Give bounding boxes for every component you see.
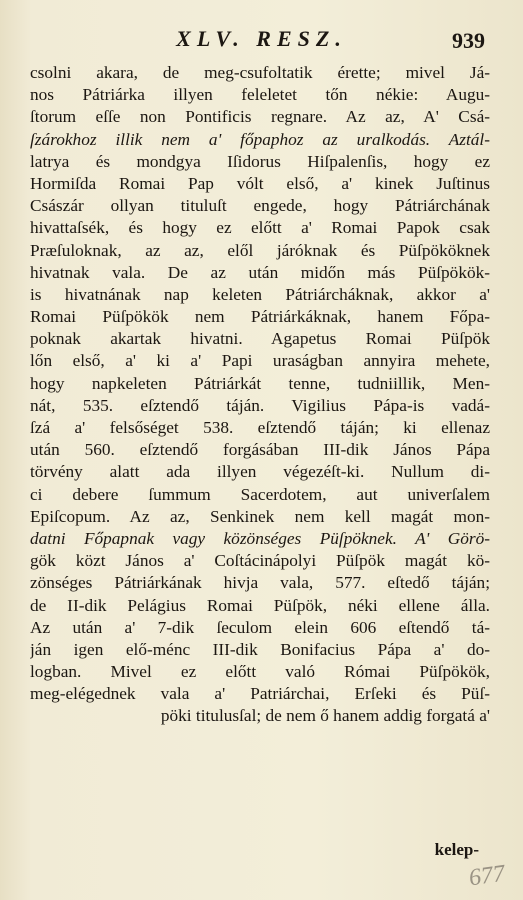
text-line: logban. Mivel ez előtt való Római Püſpökök, bbox=[30, 662, 490, 682]
text-line: ſzá a' felsőséget 538. eſztendő táján; ki ellenaz bbox=[30, 418, 490, 437]
text-line: datni Főpapnak vagy közönséges Püſpöknek. A' Görö- bbox=[30, 528, 490, 548]
text-line: de II-dik Pelágius Romai Püſpök, néki ellene álla. bbox=[30, 595, 490, 615]
text-line: zönséges Pátriárkának hivja vala, 577. eſtedő táján; bbox=[30, 573, 490, 593]
page-header bbox=[0, 26, 523, 56]
text-line: ján igen elő-ménc III-dik Bonifacius Pápa a' do- bbox=[30, 639, 490, 659]
catchword: kelep- bbox=[434, 840, 479, 859]
text-line: Præſuloknak, az az, elől járóknak és Püſpököknek bbox=[30, 240, 490, 260]
text-line: poknak akartak hivatni. Agapetus Romai Püſpök bbox=[30, 329, 490, 349]
text-line: nát, 535. eſztendő táján. Vigilius Pápa-is vadá- bbox=[30, 395, 490, 415]
text-line: csolni akara, de meg-csufoltatik érette; mivel Já- bbox=[30, 63, 490, 82]
text-line: lőn első, a' ki a' Papi uraságban annyira mehete, bbox=[30, 351, 490, 371]
text-line: meg-elégednek vala a' Patriárchai, Erſeki és Püſ- bbox=[30, 684, 490, 704]
text-line: is hivatnának nap keleten Pátriárcháknak, akkor a' bbox=[30, 284, 490, 304]
text-line: hivatnak vala. De az után midőn más Püſpökök- bbox=[30, 262, 490, 282]
text-line: nos Pátriárka illyen feleletet tőn nékie: Augu- bbox=[30, 85, 490, 105]
running-head: XLV. RESZ. bbox=[176, 26, 347, 51]
text-line: gök közt János a' Coſtácinápolyi Püſpök magát kö- bbox=[30, 551, 490, 571]
text-line: pöki titulusſal; de nem ő hanem addig forgatá a' bbox=[160, 706, 490, 726]
text-line: Hormiſda Romai Pap vólt első, a' kinek Juſtinus bbox=[30, 173, 490, 193]
text-line: Császár ollyan tituluſt engede, hogy Pátriárchának bbox=[30, 196, 490, 216]
text-line: ci debere ſummum Sacerdotem, aut univerſalem bbox=[30, 484, 490, 504]
text-line: törvény alatt ada illyen végezéſt-ki. Nullum di- bbox=[30, 462, 490, 482]
text-line: ſzárokhoz illik nem a' főpaphoz az uralkodás. Aztál- bbox=[30, 129, 490, 149]
text-line: hogy napkeleten Pátriárkát tenne, tudniillik, Men- bbox=[30, 373, 490, 393]
text-line: ſtorum eſſe non Pontificis regnare. Az az, A' Csá- bbox=[30, 107, 490, 127]
text-line: hivattaſsék, és hogy ez előtt a' Romai Papok csak bbox=[30, 218, 490, 238]
body-text bbox=[30, 62, 490, 728]
text-line: Epiſcopum. Az az, Senkinek nem kell magát mon- bbox=[30, 506, 490, 526]
text-line: Romai Püſpökök nem Pátriárkáknak, hanem Főpa- bbox=[30, 307, 490, 327]
folio-mark: 677 bbox=[467, 860, 507, 892]
text-line: után 560. eſztendő forgásában III-dik János Pápa bbox=[30, 440, 490, 460]
text-line: Az után a' 7-dik ſeculom elein 606 eſtendő tá- bbox=[30, 617, 490, 637]
page-number: 939 bbox=[452, 28, 485, 53]
text-line: latrya és mondgya Iſidorus Hiſpalenſis, hogy ez bbox=[30, 151, 490, 171]
